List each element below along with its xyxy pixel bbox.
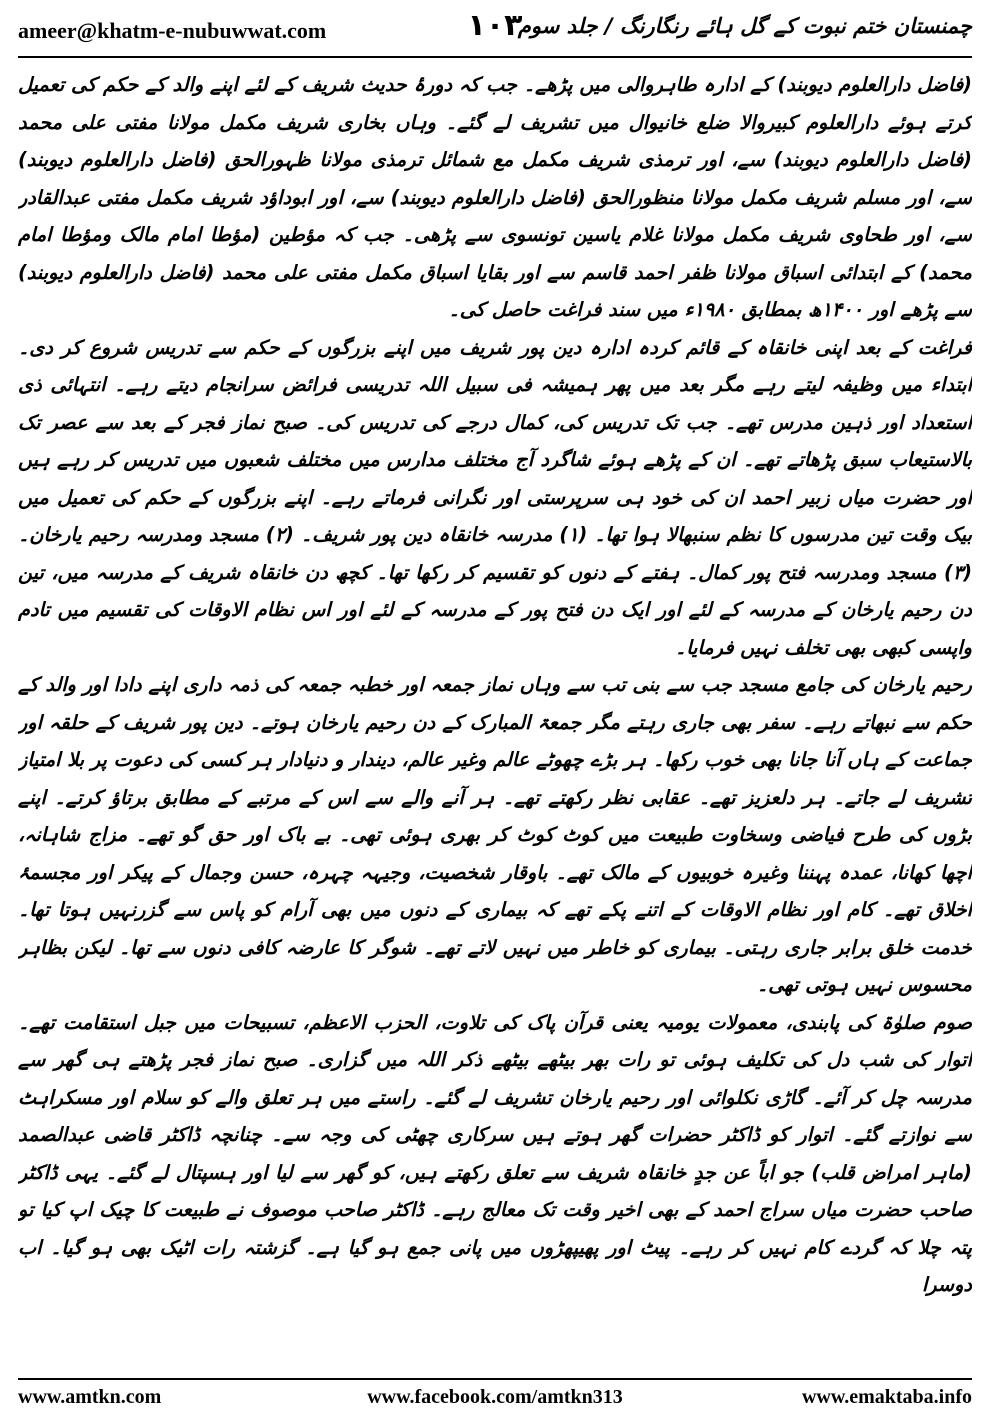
page-header xyxy=(18,8,972,50)
paragraph: رحیم یارخان کی جامع مسجد جب سے بنی تب سے وہاں نماز جمعہ اور خطبہ جمعہ کی ذمہ داری اپنے دادا اور والد کے حکم سے نبھاتے رہے۔ سفر بھی جاری رہتے مگر جمعۃ المبارک کے دن رحیم یارخان ہوتے۔ دین پور شریف کے حلقہ اور جماعت کے ہاں آنا جانا بھی خوب رکھا۔ ہر بڑے چھوٹے عالم وغیر عالم، دیندار و دنیادار ہر کسی کی دعوت پر بلا امتیاز تشریف لے جاتے۔ ہر دلعزیز تھے۔ عقابی نظر رکھتے تھے۔ ہر آنے والے سے اس کے مرتبے کے مطابق برتاؤ کرتے۔ اپنے بڑوں کی طرح فیاضی وسخاوت طبیعت میں کوٹ کوٹ کر بھری ہوئی تھی۔ بے باک اور حق گو تھے۔ مزاج شاہانہ، اچھا کھانا، عمدہ پہننا وغیرہ خوبیوں کے مالک تھے۔ باوقار شخصیت، وجیہہ چہرہ، حسن وجمال کے پیکر اور مجسمۂ اخلاق تھے۔ کام اور نظام الاوقات کے اتنے پکے تھے کہ بیماری کے دنوں میں بھی آرام کو پاس سے گزرنہیں ہوتا تھا۔ خدمت خلق برابر جاری رہتی۔ بیماری کو خاطر میں نہیں لاتے تھے۔ شوگر کا عارضہ کافی دنوں سے تھا۔ لیکن بظاہر محسوس نہیں ہوتی تھی۔ xyxy=(18,673,972,996)
footer-link-facebook[interactable]: www.facebook.com/amtkn313 xyxy=(367,1386,623,1408)
header-divider xyxy=(18,56,972,58)
paragraph: فراغت کے بعد اپنی خانقاہ کے قائم کردہ ادارہ دین پور شریف میں اپنے بزرگوں کے حکم سے تدریس شروع کر دی۔ ابتداء میں وظیفہ لیتے رہے مگر بعد میں پھر ہمیشہ فی سبیل اللہ تدریسی فرائض سرانجام دیتے رہے۔ انتہائی ذی استعداد اور ذہین مدرس تھے۔ جب تک تدریس کی، کمال درجے کی تدریس کی۔ صبح نماز فجر کے بعد سے عصر تک بالاستیعاب سبق پڑھاتے تھے۔ ان کے پڑھے ہوئے شاگرد آج مختلف مدارس میں مختلف شعبوں میں تدریس کر رہے ہیں اور حضرت میاں زبیر احمد ان کی خود ہی سرپرستی اور نگرانی فرماتے رہے۔ اپنے بزرگوں کے حکم کی تعمیل میں بیک وقت تین مدرسوں کا نظم سنبھالا ہوا تھا۔ (۱) مدرسہ خانقاہ دین پور شریف۔ (۲) مسجد ومدرسہ رحیم یارخان۔ (۳) مسجد ومدرسہ فتح پور کمال۔ ہفتے کے دنوں کو تقسیم کر رکھا تھا۔ کچھ دن خانقاہ شریف کے مدرسہ میں، تین دن رحیم یارخان کے مدرسہ کے لئے اور ایک دن فتح پور کے مدرسہ کے لئے اور اس نظام الاوقات کی تقسیم میں تادم واپسی کبھی بھی تخلف نہیں فرمایا۔ xyxy=(18,335,972,659)
footer-link-emaktaba[interactable]: www.emaktaba.info xyxy=(801,1386,972,1408)
page-footer xyxy=(18,1386,972,1414)
footer-link-amtkn[interactable]: www.amtkn.com xyxy=(18,1386,162,1408)
page-number: ۱۰۳ xyxy=(467,8,523,43)
page-body xyxy=(18,66,972,1370)
footer-divider xyxy=(18,1378,972,1380)
paragraph: (فاضل دارالعلوم دیوبند) کے ادارہ طاہروالی میں پڑھے۔ جب کہ دورۂ حدیث شریف کے لئے اپنے والد کے حکم کی تعمیل کرتے ہوئے دارالعلوم کبیروالا ضلع خانیوال میں تشریف لے گئے۔ وہاں بخاری شریف مکمل مولانا مفتی علی محمد (فاضل دارالعلوم دیوبند) سے، اور ترمذی شریف مکمل مع شمائل ترمذی مولانا ظہورالحق (فاضل دارالعلوم دیوبند) سے، اور مسلم شریف مکمل مولانا منظورالحق (فاضل دارالعلوم دیوبند) سے، اور ابوداؤد شریف مکمل مفتی عبدالقادر سے، اور طحاوی شریف مکمل مولانا غلام یاسین تونسوی سے پڑھی۔ جب کہ مؤطین (مؤطا امام مالک ومؤطا امام محمد) کے ابتدائی اسباق مولانا ظفر احمد قاسم سے اور بقایا اسباق مکمل مفتی علی محمد (فاضل دارالعلوم دیوبند) سے پڑھے اور ۱۴۰۰ھ بمطابق ۱۹۸۰ء میں سند فراغت حاصل کی۔ xyxy=(18,73,972,321)
book-title: چمنستان ختم نبوت کے گل ہائے رنگارنگ / جلد سوم xyxy=(517,14,972,38)
paragraph: صوم صلوٰۃ کی پابندی، معمولات یومیہ یعنی قرآن پاک کی تلاوت، الحزب الاعظم، تسبیحات میں جبل استقامت تھے۔ اتوار کی شب دل کی تکلیف ہوئی تو رات بھر بیٹھے بیٹھے ذکر اللہ میں گزاری۔ صبح نماز فجر پڑھتے ہی گھر سے مدرسہ چل کر آئے۔ گاڑی نکلوائی اور رحیم یارخان تشریف لے گئے۔ راستے میں ہر تعلق والے کو سلام اور مسکراہٹ سے نوازتے گئے۔ اتوار کو ڈاکٹر حضرات گھر ہوتے ہیں سرکاری چھٹی کی وجہ سے۔ چنانچہ ڈاکٹر قاضی عبدالصمد (ماہر امراض قلب) جو اباً عن جدٍ خانقاہ شریف سے تعلق رکھتے ہیں، کو گھر سے لیا اور ہسپتال لے گئے۔ یہی ڈاکٹر صاحب حضرت میاں سراج احمد کے بھی اخیر وقت تک معالج رہے۔ ڈاکٹر صاحب موصوف نے طبیعت کا چیک اپ کیا تو پتہ چلا کہ گردے کام نہیں کر رہے۔ پیٹ اور پھیپھڑوں میں پانی جمع ہو گیا ہے۔ گزشتہ رات اٹیک بھی ہو گیا۔ اب دوسرا xyxy=(18,1010,972,1296)
header-email: ameer@khatm-e-nubuwwat.com xyxy=(18,18,327,43)
